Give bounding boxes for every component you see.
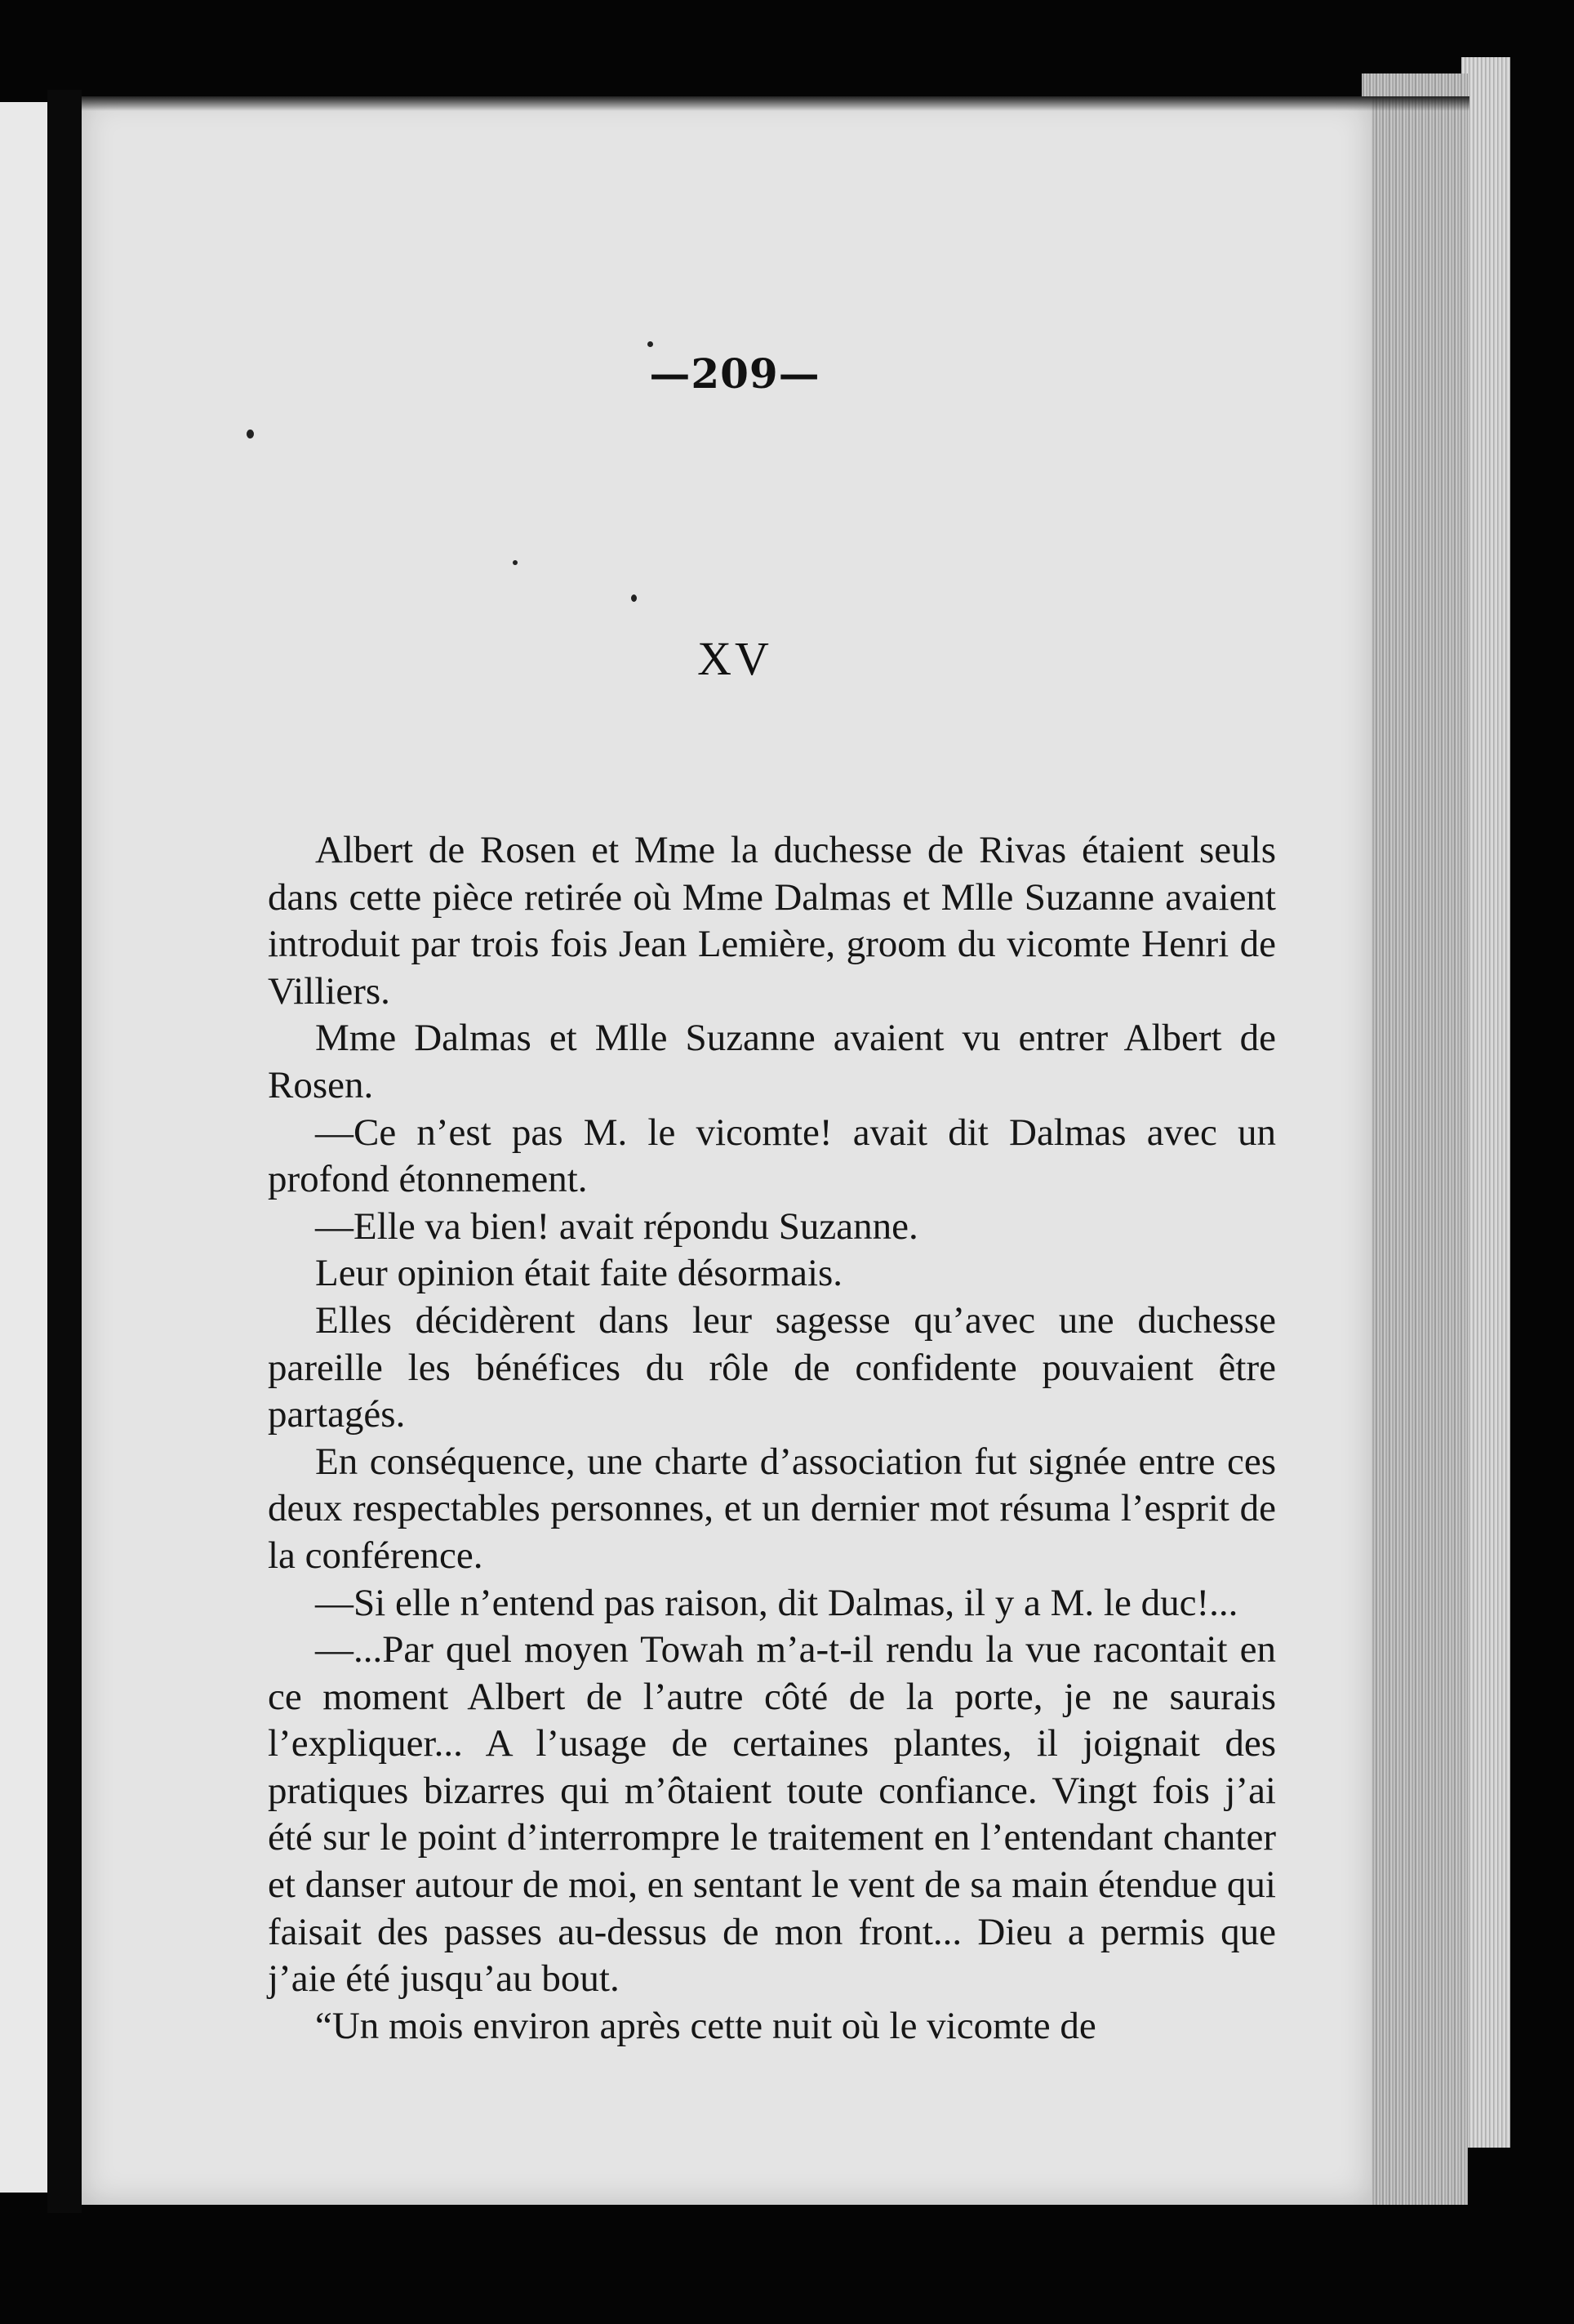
ink-speck [631,594,637,602]
page-number: —209— [649,349,820,398]
facing-page-edge [0,102,47,2193]
paragraph: “Un mois environ après cette nuit où le vicomte de [315,2004,1096,2047]
paragraph: Albert de Rosen et Mme la duchesse de Rivas étaient seuls dans cette pièce retirée où Mme Dalmas et Mlle Suzanne avaient introduit par trois fois Jean Lemière, groom du vicomte Henri de Villiers. [268,829,1276,1013]
paragraph: —Si elle n’entend pas raison, dit Dalmas, il y a M. le duc!... [315,1581,1238,1624]
book-gutter [47,90,82,2213]
paragraph: —Elle va bien! avait répondu Suzanne. [315,1204,918,1248]
ink-speck [247,430,254,439]
chapter-heading: XV [697,632,772,685]
paragraph: Mme Dalmas et Mlle Suzanne avaient vu entrer Albert de Rosen. [268,1017,1276,1106]
paragraph: —Ce n’est pas M. le vicomte! avait dit Dalmas avec un profond étonnement. [268,1111,1276,1201]
body-text [268,827,1276,2050]
paragraph: Leur opinion était faite désormais. [315,1252,843,1295]
paragraph: —...Par quel moyen Towah m’a-t-il rendu la vue racontait en ce moment Albert de l’autre côté de la porte, je ne saurais l’expliquer... A l’usage de certaines plantes, il joignait des pratiques bizarres qui m’ôtaient toute confiance. Vingt fois j’ai été sur le point d’interrompre le traitement en l’entendant chanter et danser autour de moi, en sentant le vent de sa main étendue qui faisait des passes au-dessus de mon front... Dieu a permis que j’aie été jusqu’au bout. [268,1628,1276,2001]
paragraph: En conséquence, une charte d’association fut signée entre ces deux respectables personnes, et un dernier mot résuma l’esprit de la conférence. [268,1440,1276,1577]
page-top-shadow [82,96,1470,111]
page-edges-outer [1461,57,1510,2148]
ink-speck [647,341,653,347]
paragraph: Elles décidèrent dans leur sagesse qu’avec une duchesse pareille les bénéfices du rôle de confidente pouvaient être partagés. [268,1298,1276,1436]
book-page [82,96,1372,2205]
ink-speck [513,560,518,565]
